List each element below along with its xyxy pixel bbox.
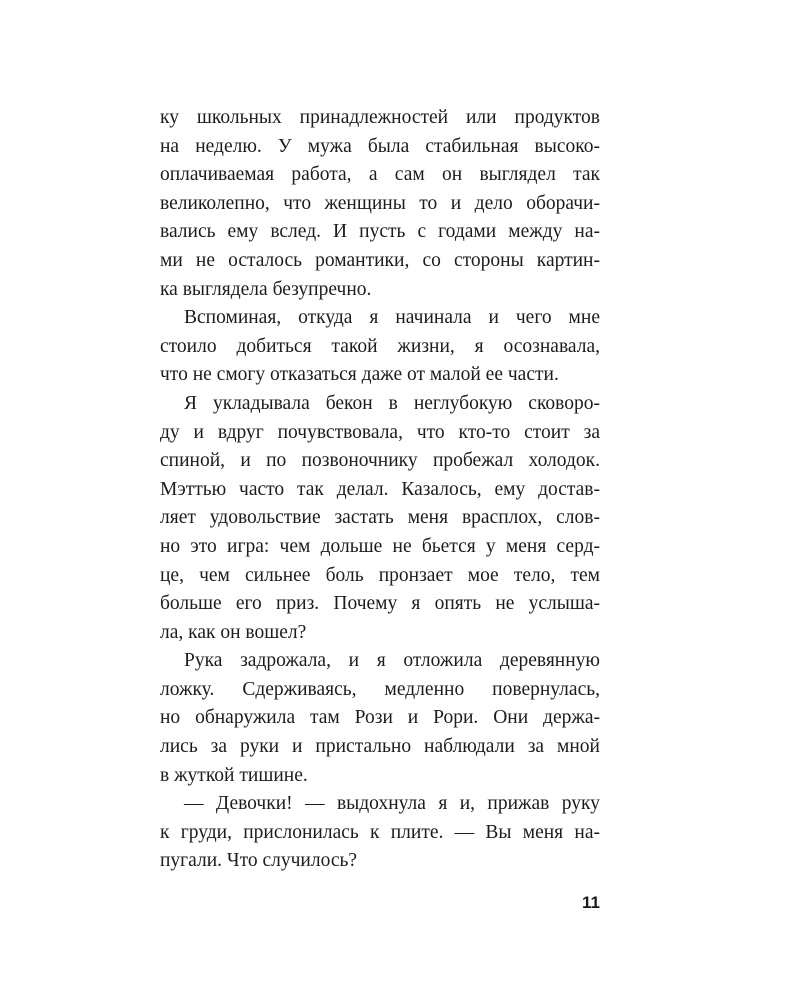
text-line: — Девочки! — выдохнула я и, прижав руку	[184, 793, 600, 815]
text-line: но это игра: чем дольше не бьется у меня серд-	[160, 535, 600, 557]
text-line: ми не осталось романтики, со стороны картин-	[160, 249, 600, 271]
text-line: Вспоминая, откуда я начинала и чего мне	[184, 307, 600, 329]
text-line: оплачиваемая работа, а сам он выглядел так	[160, 164, 600, 186]
text-line: пугали. Что случилось?	[160, 850, 358, 872]
text-line: великолепно, что женщины то и дело оборачи-	[160, 192, 600, 214]
text-line: больше его приз. Почему я опять не услыша-	[160, 593, 600, 615]
text-line: спиной, и по позвоночнику пробежал холодок.	[160, 450, 600, 472]
body-text	[160, 104, 600, 876]
page-number: 11	[582, 893, 600, 912]
text-line: це, чем сильнее боль пронзает мое тело, тем	[160, 564, 600, 586]
text-line: вались ему вслед. И пусть с годами между на-	[160, 221, 600, 243]
text-line: стоило добиться такой жизни, я осознавала,	[160, 335, 600, 357]
text-line: Я укладывала бекон в неглубокую сковоро-	[184, 392, 600, 414]
text-line: ка выглядела безупречно.	[160, 278, 372, 300]
text-line: что не смогу отказаться даже от малой ее части.	[160, 364, 559, 386]
text-line: к груди, прислонилась к плите. — Вы меня на-	[160, 821, 600, 843]
text-line: лись за руки и пристально наблюдали за мной	[160, 736, 600, 758]
text-line: ляет удовольствие застать меня врасплох, слов-	[160, 507, 600, 529]
text-line: в жуткой тишине.	[160, 764, 308, 786]
text-line: ложку. Сдерживаясь, медленно повернулась,	[160, 678, 600, 700]
text-line: Мэттью часто так делал. Казалось, ему достав-	[160, 478, 600, 500]
text-line: но обнаружила там Рози и Рори. Они держа-	[160, 707, 600, 729]
text-line: на неделю. У мужа была стабильная высоко-	[160, 135, 600, 157]
text-line: ла, как он вошел?	[160, 621, 307, 643]
text-line: Рука задрожала, и я отложила деревянную	[184, 650, 600, 672]
text-line: ку школьных принадлежностей или продуктов	[160, 107, 600, 128]
text-line: ду и вдруг почувствовала, что кто-то стоит за	[160, 421, 600, 443]
